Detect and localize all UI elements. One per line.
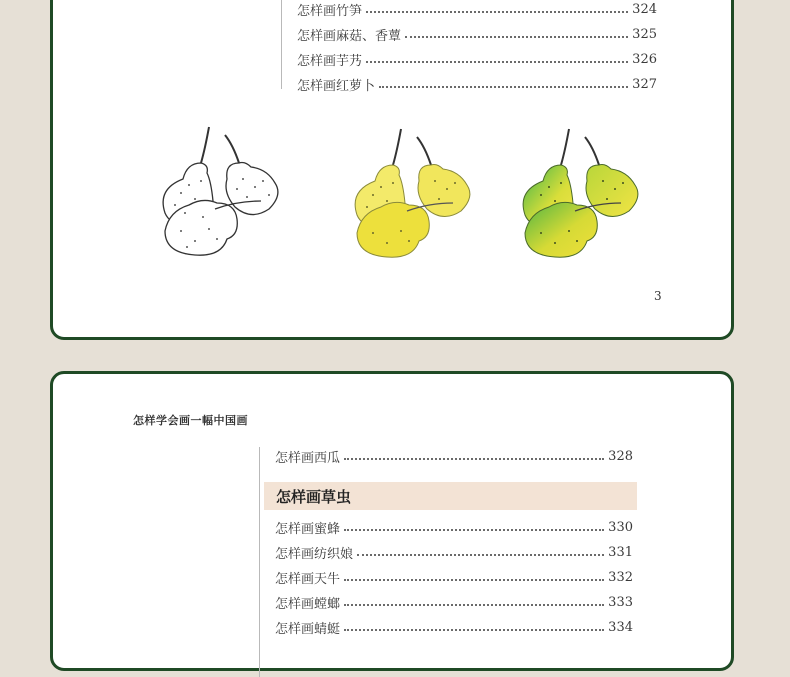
toc-label: 怎样画蜻蜓 (275, 621, 341, 637)
toc-page-number: 324 (632, 1, 657, 17)
toc-label: 怎样画西瓜 (275, 450, 341, 466)
toc-row (275, 616, 633, 638)
toc-page-number: 330 (608, 519, 633, 535)
toc-leader-dots (366, 60, 628, 63)
toc-label: 怎样画麻菇、香蕈 (297, 28, 402, 44)
running-title: 怎样学会画一幅中国画 (133, 414, 248, 427)
toc-leader-dots (357, 553, 604, 556)
toc-leader-dots (366, 10, 628, 13)
toc-page-number: 331 (608, 544, 633, 560)
pear-sketch-uncolored (151, 123, 291, 263)
toc-page-number: 325 (632, 26, 657, 42)
toc-page-number: 327 (632, 76, 657, 92)
toc-page-number: 326 (632, 51, 657, 67)
toc-row (275, 541, 633, 563)
section-heading: 怎样画草虫 (276, 488, 352, 506)
book-page-top (50, 0, 734, 340)
toc-label: 怎样画纺织娘 (275, 546, 354, 562)
toc-page-number: 332 (608, 569, 633, 585)
toc-divider-line (281, 0, 282, 89)
toc-leader-dots (344, 628, 604, 631)
toc-label: 怎样画蜜蜂 (275, 521, 341, 537)
toc-leader-dots (344, 528, 604, 531)
toc-leader-dots (344, 603, 604, 606)
toc-page-number: 334 (608, 619, 633, 635)
toc-row (275, 566, 633, 588)
toc-row (297, 48, 657, 70)
section-heading-band (264, 482, 637, 510)
toc-leader-dots (379, 85, 628, 88)
toc-page-number: 328 (608, 448, 633, 464)
toc-row (297, 0, 657, 20)
toc-label: 怎样画竹笋 (297, 3, 363, 19)
toc-label: 怎样画螳螂 (275, 596, 341, 612)
toc-label: 怎样画红萝卜 (297, 78, 376, 94)
toc-label: 怎样画芋艿 (297, 53, 363, 69)
book-page-bottom (50, 371, 734, 671)
pear-sketch-green-yellow (511, 125, 651, 265)
toc-row (275, 591, 633, 613)
toc-leader-dots (344, 457, 604, 460)
toc-row (297, 73, 657, 95)
toc-label: 怎样画天牛 (275, 571, 341, 587)
pear-sketch-yellow (343, 125, 483, 265)
toc-leader-dots (405, 35, 628, 38)
toc-page-number: 333 (608, 594, 633, 610)
toc-divider-line (259, 447, 260, 677)
toc-row (297, 23, 657, 45)
page-number: 3 (654, 289, 662, 303)
toc-row (275, 516, 633, 538)
toc-leader-dots (344, 578, 604, 581)
toc-row (275, 445, 633, 467)
